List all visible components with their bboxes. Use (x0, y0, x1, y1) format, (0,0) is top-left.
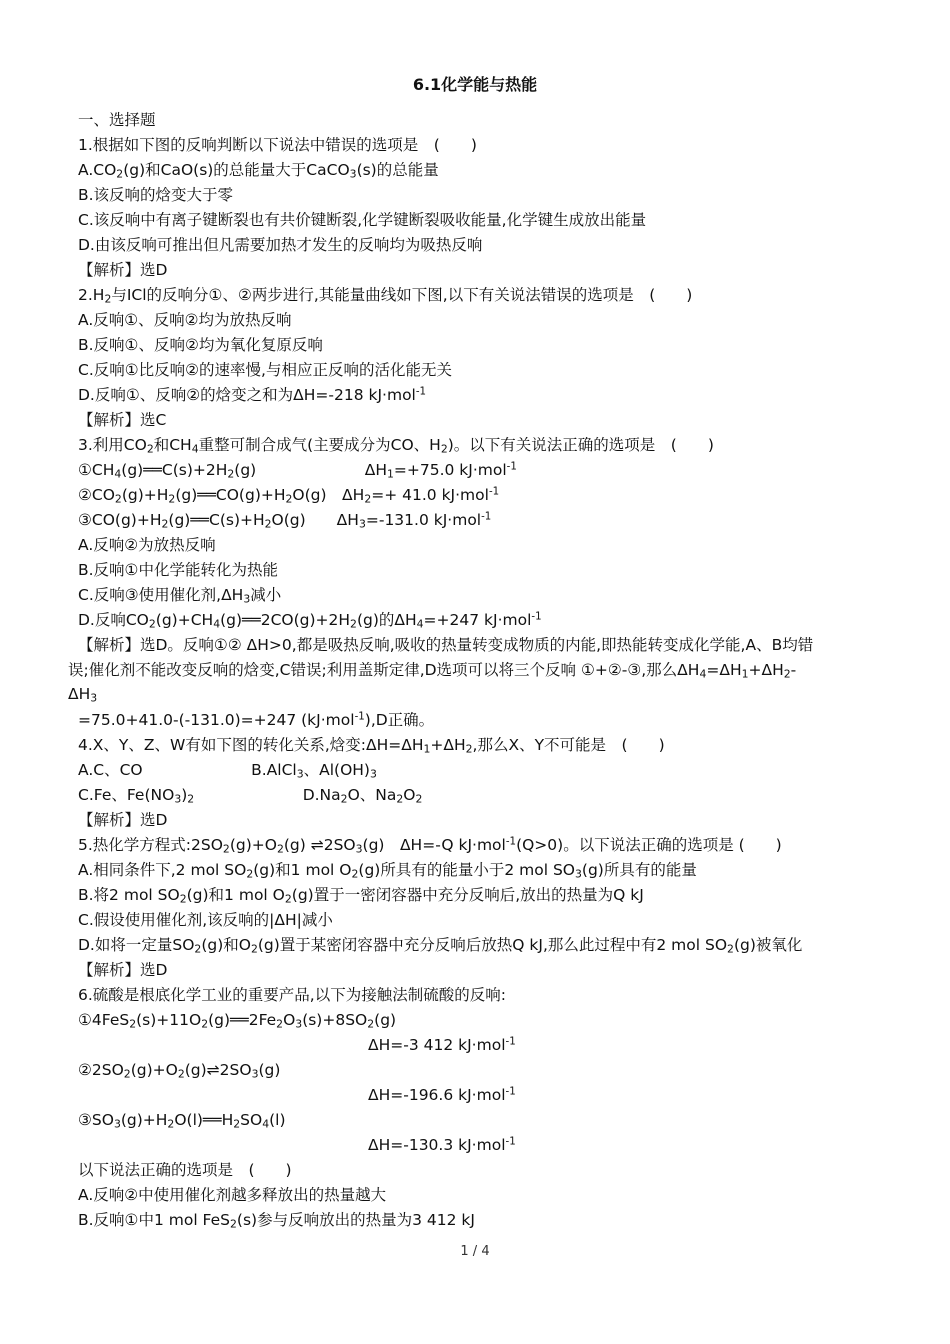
text-line: C.Fe、Fe(NO3)2 D.Na2O、Na2O2 (78, 786, 423, 806)
text-line: 1.根据如下图的反响判断以下说法中错误的选项是 ( ) (78, 136, 477, 154)
page-number: 1 / 4 (460, 1244, 490, 1259)
text-line: C.反响①比反响②的速率慢,与相应正反响的活化能无关 (78, 361, 452, 379)
text-line: ①CH4(g)══C(s)+2H2(g) ΔH1=+75.0 kJ·mol$^{-1}$ (78, 461, 517, 481)
text-line: ΔH=-196.6 kJ·mol$^{-1}$ (368, 1086, 516, 1104)
text-line: B.该反响的焓变大于零 (78, 186, 234, 204)
text-line: 6.硫酸是根底化学工业的重要产品,以下为接触法制硫酸的反响: (78, 986, 506, 1004)
document-title: 6.1化学能与热能 (412, 75, 538, 94)
text-line: ΔH=-3 412 kJ·mol$^{-1}$ (368, 1036, 516, 1054)
text-line: ΔH3 (68, 685, 98, 705)
text-line: D.由该反响可推出但凡需要加热才发生的反响均为吸热反响 (78, 236, 483, 254)
text-line: 4.X、Y、Z、W有如下图的转化关系,焓变:ΔH=ΔH1+ΔH2,那么X、Y不可能是 ( ) (78, 736, 665, 756)
text-line: ②CO2(g)+H2(g)══CO(g)+H2O(g) ΔH2=+ 41.0 kJ·mol$^{-1}$ (78, 486, 500, 506)
text-line: A.反响①、反响②均为放热反响 (78, 311, 292, 329)
text-line: 【解析】选D (78, 261, 168, 279)
text-line: ③SO3(g)+H2O(l)══H2SO4(l) (78, 1111, 286, 1131)
text-line: ①4FeS2(s)+11O2(g)══2Fe2O3(s)+8SO2(g) (78, 1011, 397, 1031)
text-line: C.该反响中有离子键断裂也有共价键断裂,化学键断裂吸收能量,化学键生成放出能量 (78, 211, 647, 229)
text-line: B.反响①、反响②均为氧化复原反响 (78, 336, 323, 354)
text-line: 2.H2与ICl的反响分①、②两步进行,其能量曲线如下图,以下有关说法错误的选项是 ( ) (78, 286, 693, 306)
text-line: ΔH=-130.3 kJ·mol$^{-1}$ (368, 1136, 516, 1154)
text-line: A.相同条件下,2 mol SO2(g)和1 mol O2(g)所具有的能量小于2 mol SO3(g)所具有的能量 (78, 861, 697, 881)
text-line: 【解析】选C (78, 411, 167, 429)
text-line: 【解析】选D (78, 811, 168, 829)
text-line: 3.利用CO2和CH4重整可制合成气(主要成分为CO、H2)。以下有关说法正确的选项是 ( ) (78, 436, 714, 456)
text-line: D.反响CO2(g)+CH4(g)══2CO(g)+2H2(g)的ΔH4=+247 kJ·mol$^{-1}$ (78, 611, 542, 631)
text-line: 5.热化学方程式:2SO2(g)+O2(g) ⇌2SO3(g) ΔH=-Q kJ·mol$^{-1}$(Q>0)。以下说法正确的选项是 ( ) (78, 836, 782, 856)
text-line: 【解析】选D。反响①② ΔH>0,都是吸热反响,吸收的热量转变成物质的内能,即热能转变成化学能,A、B均错 (78, 636, 814, 654)
text-line: A.反响②中使用催化剂越多释放出的热量越大 (78, 1186, 387, 1204)
text-line: C.反响③使用催化剂,ΔH3减小 (78, 586, 282, 606)
text-line: D.反响①、反响②的焓变之和为ΔH=-218 kJ·mol$^{-1}$ (78, 386, 427, 404)
text-line: B.反响①中化学能转化为热能 (78, 561, 278, 579)
text-line: A.CO2(g)和CaO(s)的总能量大于CaCO3(s)的总能量 (78, 161, 439, 181)
text-line: =75.0+41.0-(-131.0)=+247 (kJ·mol$^{-1}$),D正确。 (78, 711, 435, 729)
text-line: B.将2 mol SO2(g)和1 mol O2(g)置于一密闭容器中充分反响后,放出的热量为Q kJ (78, 886, 644, 906)
text-line: 误;催化剂不能改变反响的焓变,C错误;利用盖斯定律,D选项可以将三个反响 ①+②-③,那么ΔH4=ΔH1+ΔH2- (68, 661, 797, 681)
text-line: D.如将一定量SO2(g)和O2(g)置于某密闭容器中充分反响后放热Q kJ,那么此过程中有2 mol SO2(g)被氧化 (78, 936, 803, 956)
text-line: B.反响①中1 mol FeS2(s)参与反响放出的热量为3 412 kJ (78, 1211, 475, 1231)
text-line: 以下说法正确的选项是 ( ) (78, 1161, 292, 1179)
text-line: ③CO(g)+H2(g)══C(s)+H2O(g) ΔH3=-131.0 kJ·mol$^{-1}$ (78, 511, 492, 531)
text-line: ②2SO2(g)+O2(g)⇌2SO3(g) (78, 1061, 281, 1081)
text-line: A.反响②为放热反响 (78, 536, 216, 554)
text-line: 一、选择题 (78, 111, 156, 129)
text-line: A.C、CO B.AlCl3、Al(OH)3 (78, 761, 377, 781)
text-line: C.假设使用催化剂,该反响的|ΔH|减小 (78, 911, 333, 929)
text-line: 【解析】选D (78, 961, 168, 979)
